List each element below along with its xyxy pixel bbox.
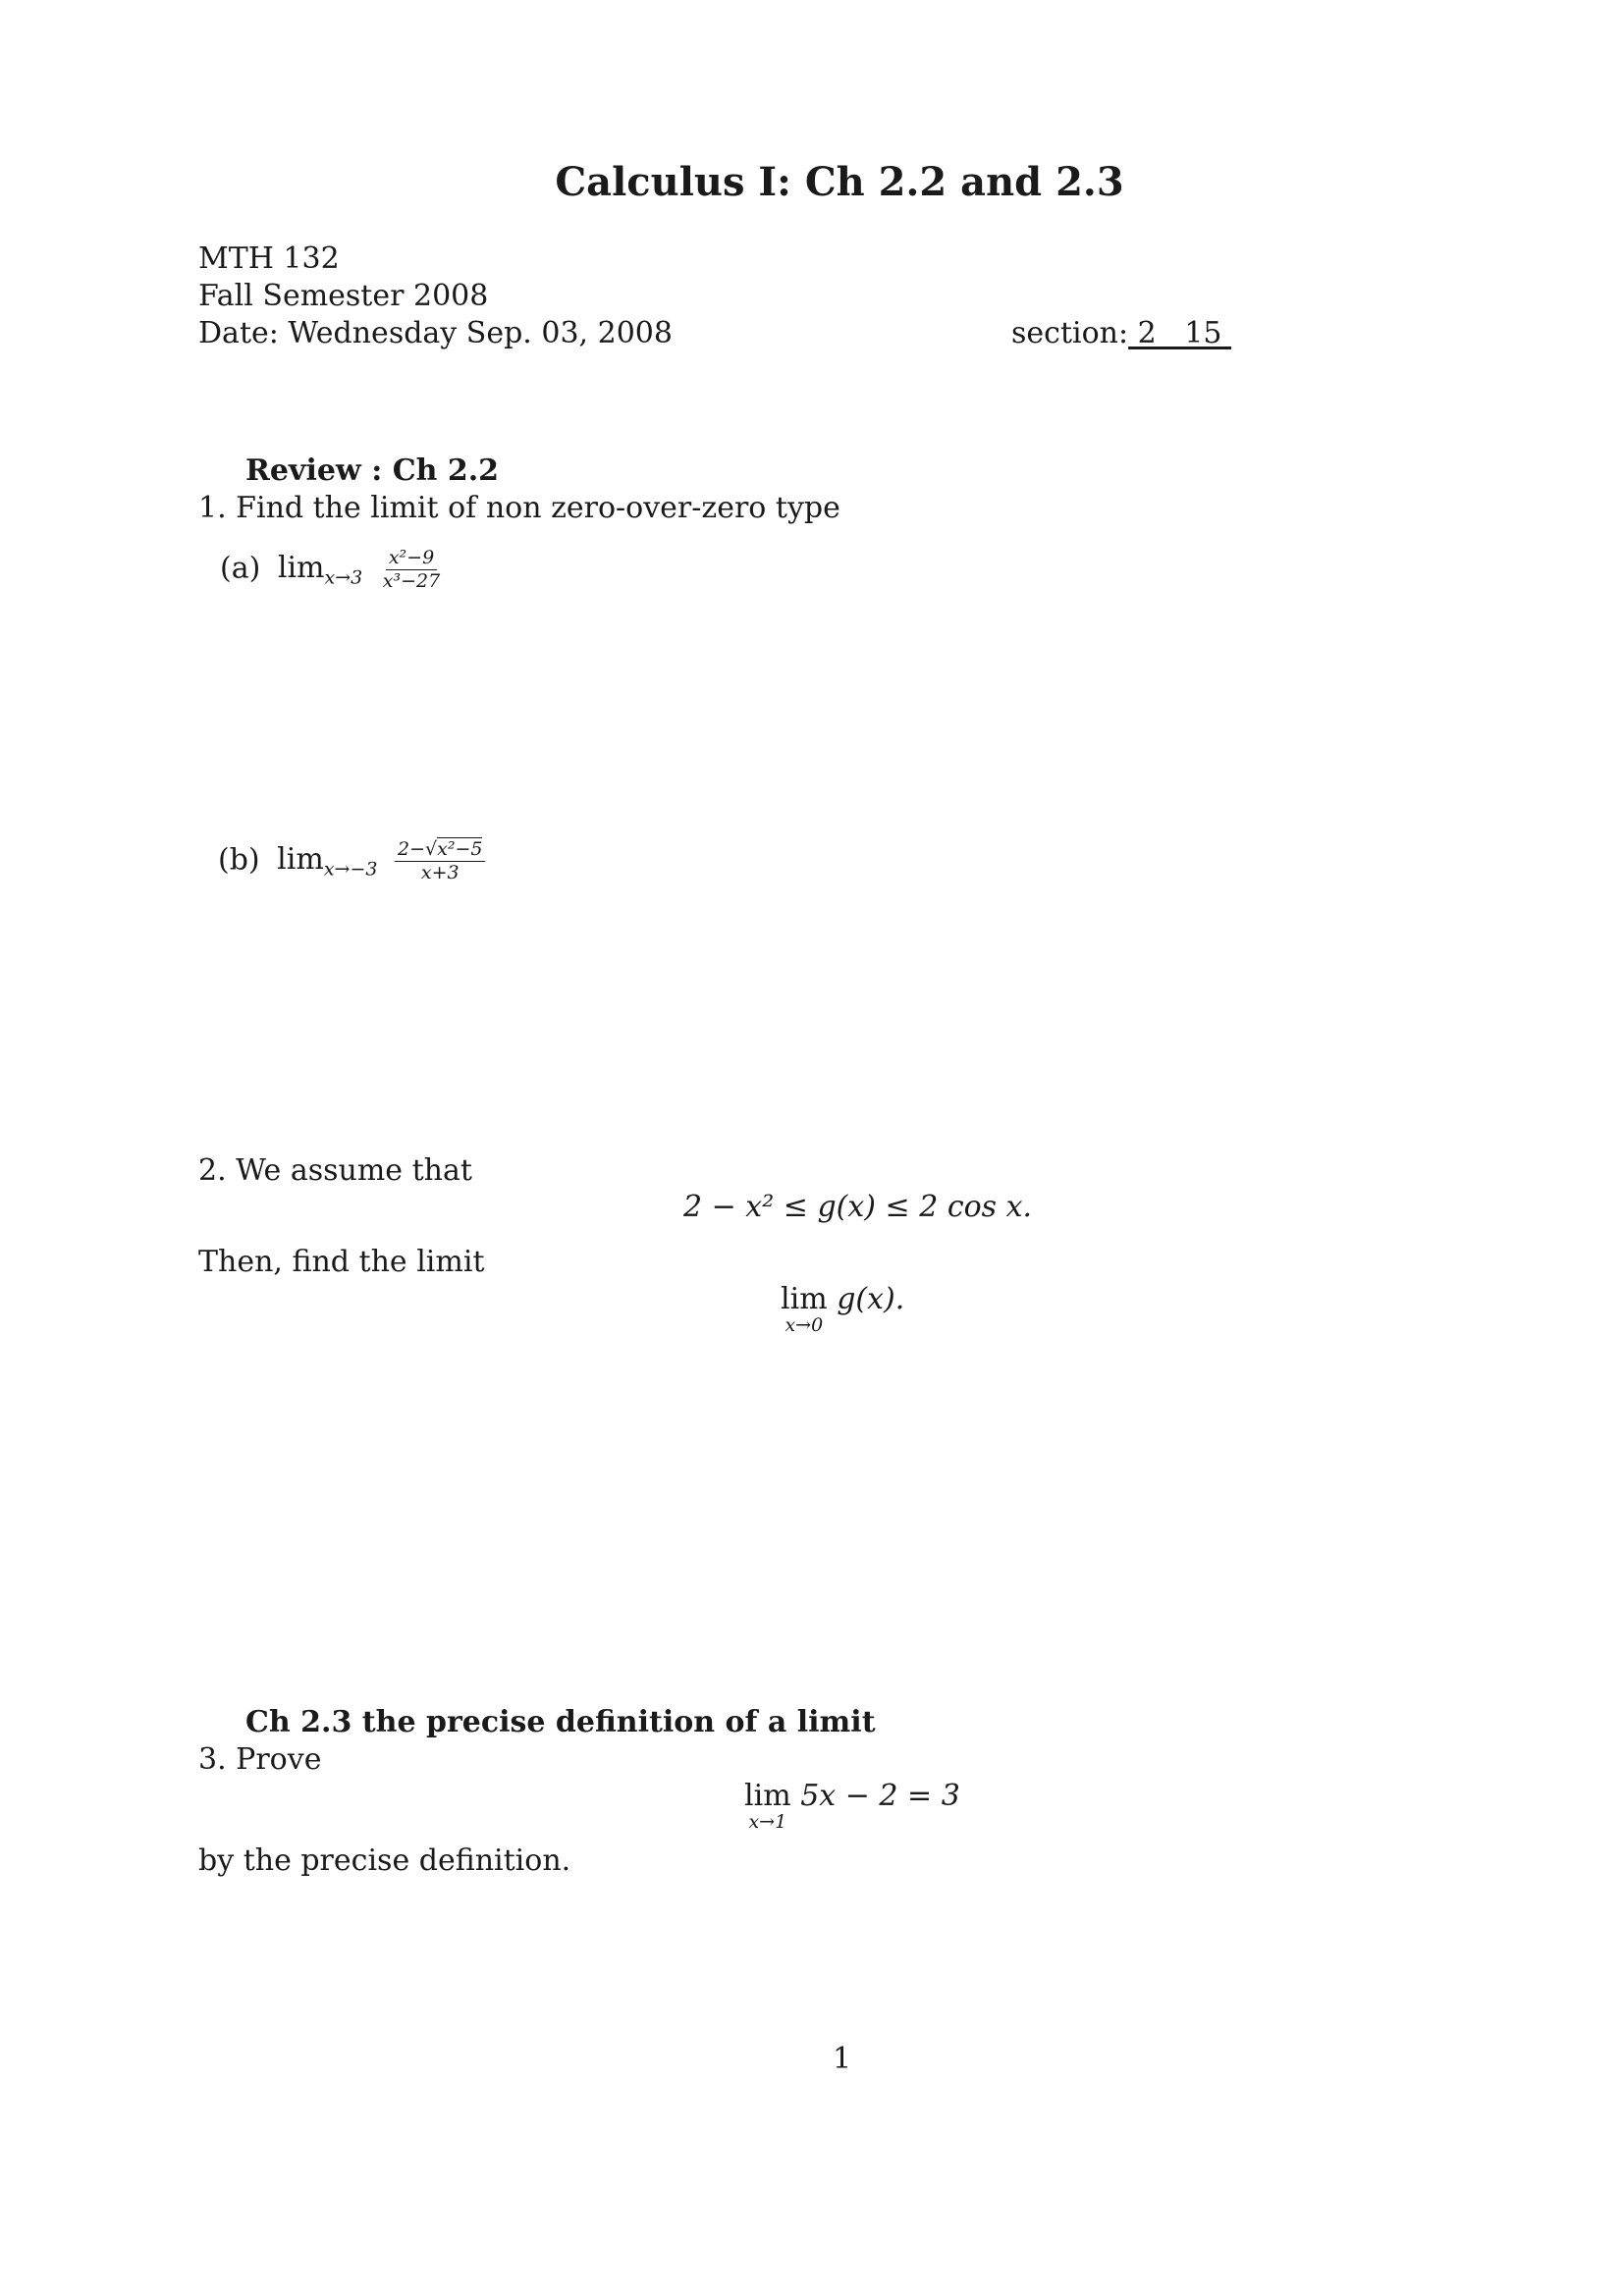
problem-1a-lim-sub: x→3 [324, 566, 363, 589]
problem-1b-num-prefix: 2−√ [398, 838, 438, 860]
page-title: Calculus I: Ch 2.2 and 2.3 [555, 159, 1124, 205]
course-code: MTH 132 [198, 241, 340, 276]
problem-1a-numerator: x²−9 [386, 548, 437, 570]
precise-heading: Ch 2.3 the precise definition of a limit [245, 1705, 876, 1739]
problem-3-after: by the precise definition. [198, 1843, 571, 1878]
problem-1-text: 1. Find the limit of non zero-over-zero type [198, 491, 840, 525]
problem-1b-lim-sub: x→−3 [323, 858, 378, 881]
problem-1b-label: (b) [218, 842, 260, 878]
problem-1b-denominator: x+3 [420, 861, 460, 883]
problem-2-text: 2. We assume that [198, 1153, 472, 1188]
problem-1a-label: (a) [220, 551, 261, 586]
problem-1b-radicand: x²−5 [437, 838, 483, 860]
page-number: 1 [833, 2042, 852, 2076]
review-heading: Review : Ch 2.2 [245, 454, 500, 488]
problem-1a-lim: lim [277, 551, 325, 586]
problem-1a-fraction [380, 548, 443, 592]
problem-2-limit [781, 1282, 904, 1335]
problem-3-text: 3. Prove [198, 1742, 322, 1777]
problem-3-lim-block [744, 1779, 791, 1832]
problem-1a [220, 548, 443, 592]
problem-2-lim-sub: x→0 [784, 1314, 824, 1336]
section-field [1011, 316, 1231, 350]
problem-1b [218, 839, 485, 883]
problem-1a-denominator: x³−27 [382, 569, 441, 592]
problem-3-limit [744, 1779, 960, 1832]
problem-3-lim-sub: x→1 [748, 1811, 787, 1833]
problem-2-inequality: 2 − x² ≤ g(x) ≤ 2 cos x. [683, 1190, 1033, 1224]
section-value: 2 15 [1128, 316, 1232, 350]
problem-1b-fraction [395, 839, 485, 883]
problem-2-then: Then, find the limit [198, 1245, 485, 1279]
problem-2-lim-block [781, 1282, 828, 1335]
problem-3-lim: lim [744, 1779, 791, 1813]
date-line: Date: Wednesday Sep. 03, 2008 [198, 316, 673, 350]
semester: Fall Semester 2008 [198, 279, 489, 313]
problem-2-lim: lim [781, 1282, 828, 1316]
problem-3-lim-expr: 5x − 2 = 3 [800, 1779, 960, 1813]
problem-1b-numerator [395, 839, 485, 862]
problem-2-lim-expr: g(x). [837, 1282, 905, 1316]
problem-1b-lim: lim [277, 842, 324, 878]
section-label: section: [1011, 316, 1129, 350]
